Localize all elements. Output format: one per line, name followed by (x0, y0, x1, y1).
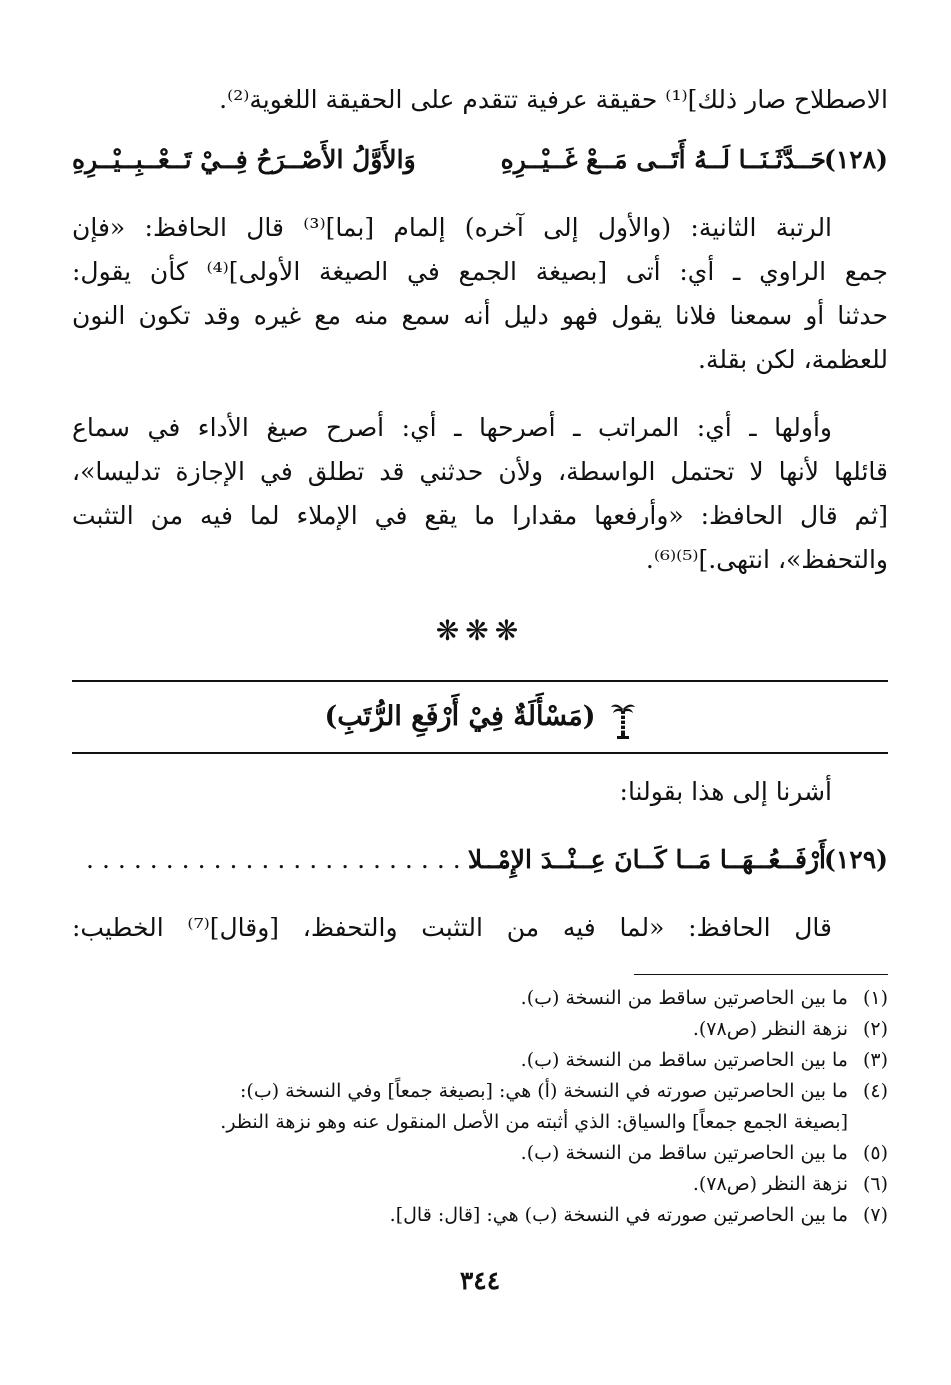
text-line: للعظمة، لكن بقلة. (698, 345, 888, 374)
footnote (72, 983, 888, 1014)
section-separator: ❋❋❋ (435, 614, 525, 647)
text-line: حدثنا أو سمعنا فلانا يقول فهو دليل أنه سمع منه مع غيره وقد تكون النون (72, 301, 888, 330)
paragraph (72, 206, 888, 382)
verse-129 (72, 838, 888, 882)
page-number: ٣٤٤ (459, 1266, 501, 1295)
footnote-number: (٧) (862, 1204, 888, 1226)
text-line: [ثم قال الحافظ: «وأرفعها مقدارا ما يقع في الإملاء لما فيه من التثبت (72, 501, 888, 530)
verse-128 (72, 138, 888, 182)
footnote (72, 1138, 888, 1169)
verse-number: (١٢٨) (824, 145, 888, 174)
text-line: الاصطلاح صار ذلك]⁽¹⁾ حقيقة عرفية تتقدم على الحقيقة اللغوية⁽²⁾. (219, 85, 888, 114)
section-heading (72, 682, 888, 752)
verse-dots: ........................... (86, 845, 517, 874)
footnote-continuation: [بصيغة الجمع جمعاً] والسياق: الذي أثبته من الأصل المنقول عنه وهو نزهة النظر. (220, 1111, 848, 1133)
verse-hemistich-2: وَالأَوَّلُ الأَصْــرَحُ فِــيْ تَــعْــبِــيْــرِهِ (72, 145, 416, 174)
verse-number: (١٢٩) (824, 845, 888, 874)
verse-hemistich-1: أَرْفَــعُــهَــا مَــا كَــانَ عِــنْــدَ الإِمْــلا (467, 845, 826, 874)
section-heading-box (72, 682, 888, 752)
footnote-text: ما بين الحاصرتين صورته في النسخة (أ) هي: [بصيغة جمعاً] وفي النسخة (ب): (240, 1080, 848, 1102)
footnote-text: ما بين الحاصرتين صورته في النسخة (ب) هي: [قال: قال]. (389, 1204, 848, 1226)
text-line: والتحفظ»، انتهى.]⁽⁵⁾⁽⁶⁾. (645, 545, 888, 574)
footnote-number: (١) (862, 987, 888, 1009)
footnote-text: ما بين الحاصرتين ساقط من النسخة (ب). (520, 987, 848, 1009)
section-heading-text: (مَسْأَلَةٌ فِيْ أَرْفَعِ الرُّتَبِ) (324, 701, 596, 732)
footnote-number: (٦) (862, 1173, 888, 1195)
paragraph (72, 406, 888, 582)
footnote-number: (٣) (862, 1049, 888, 1071)
text-line: جمع الراوي ـ أي: أتى [بصيغة الجمع في الصيغة الأولى]⁽⁴⁾ كأن يقول: (72, 257, 888, 286)
text-line: وأولها ـ أي: المراتب ـ أصرحها ـ أي: أصرح صيغ الأداء في سماع (72, 413, 832, 442)
footnote (72, 1076, 888, 1107)
footnote (72, 1014, 888, 1045)
footnote-text: نزهة النظر (ص٧٨). (692, 1018, 848, 1040)
footnote-text: ما بين الحاصرتين ساقط من النسخة (ب). (520, 1142, 848, 1164)
text-line: قال الحافظ: «لما فيه من التثبت والتحفظ، [وقال]⁽⁷⁾ الخطيب: (72, 913, 832, 942)
text-line: الرتبة الثانية: (والأول إلى آخره) إلمام [بما]⁽³⁾ قال الحافظ: «فإن (72, 213, 833, 242)
footnote-text: نزهة النظر (ص٧٨). (692, 1173, 848, 1195)
palm-tree-icon (610, 698, 636, 738)
text-line: أشرنا إلى هذا بقولنا: (619, 777, 832, 806)
footnote-number: (٢) (862, 1018, 888, 1040)
footnote (72, 1045, 888, 1076)
footnote-number: (٥) (862, 1142, 888, 1164)
footnote-number: (٤) (862, 1080, 888, 1102)
verse-hemistich-1: حَــدَّثَـنَــا لَــهُ أَتَــى مَــعْ غَــيْــرِهِ (500, 145, 826, 174)
footnote (72, 1200, 888, 1231)
footnote (72, 1169, 888, 1200)
page (72, 78, 888, 1301)
footnote-text: ما بين الحاصرتين ساقط من النسخة (ب). (520, 1049, 848, 1071)
footnotes (72, 983, 888, 1231)
text-line: قائلها لأنها لا تحتمل الواسطة، ولأن حدثني قد تطلق في الإجازة تدليسا»، (72, 457, 888, 486)
